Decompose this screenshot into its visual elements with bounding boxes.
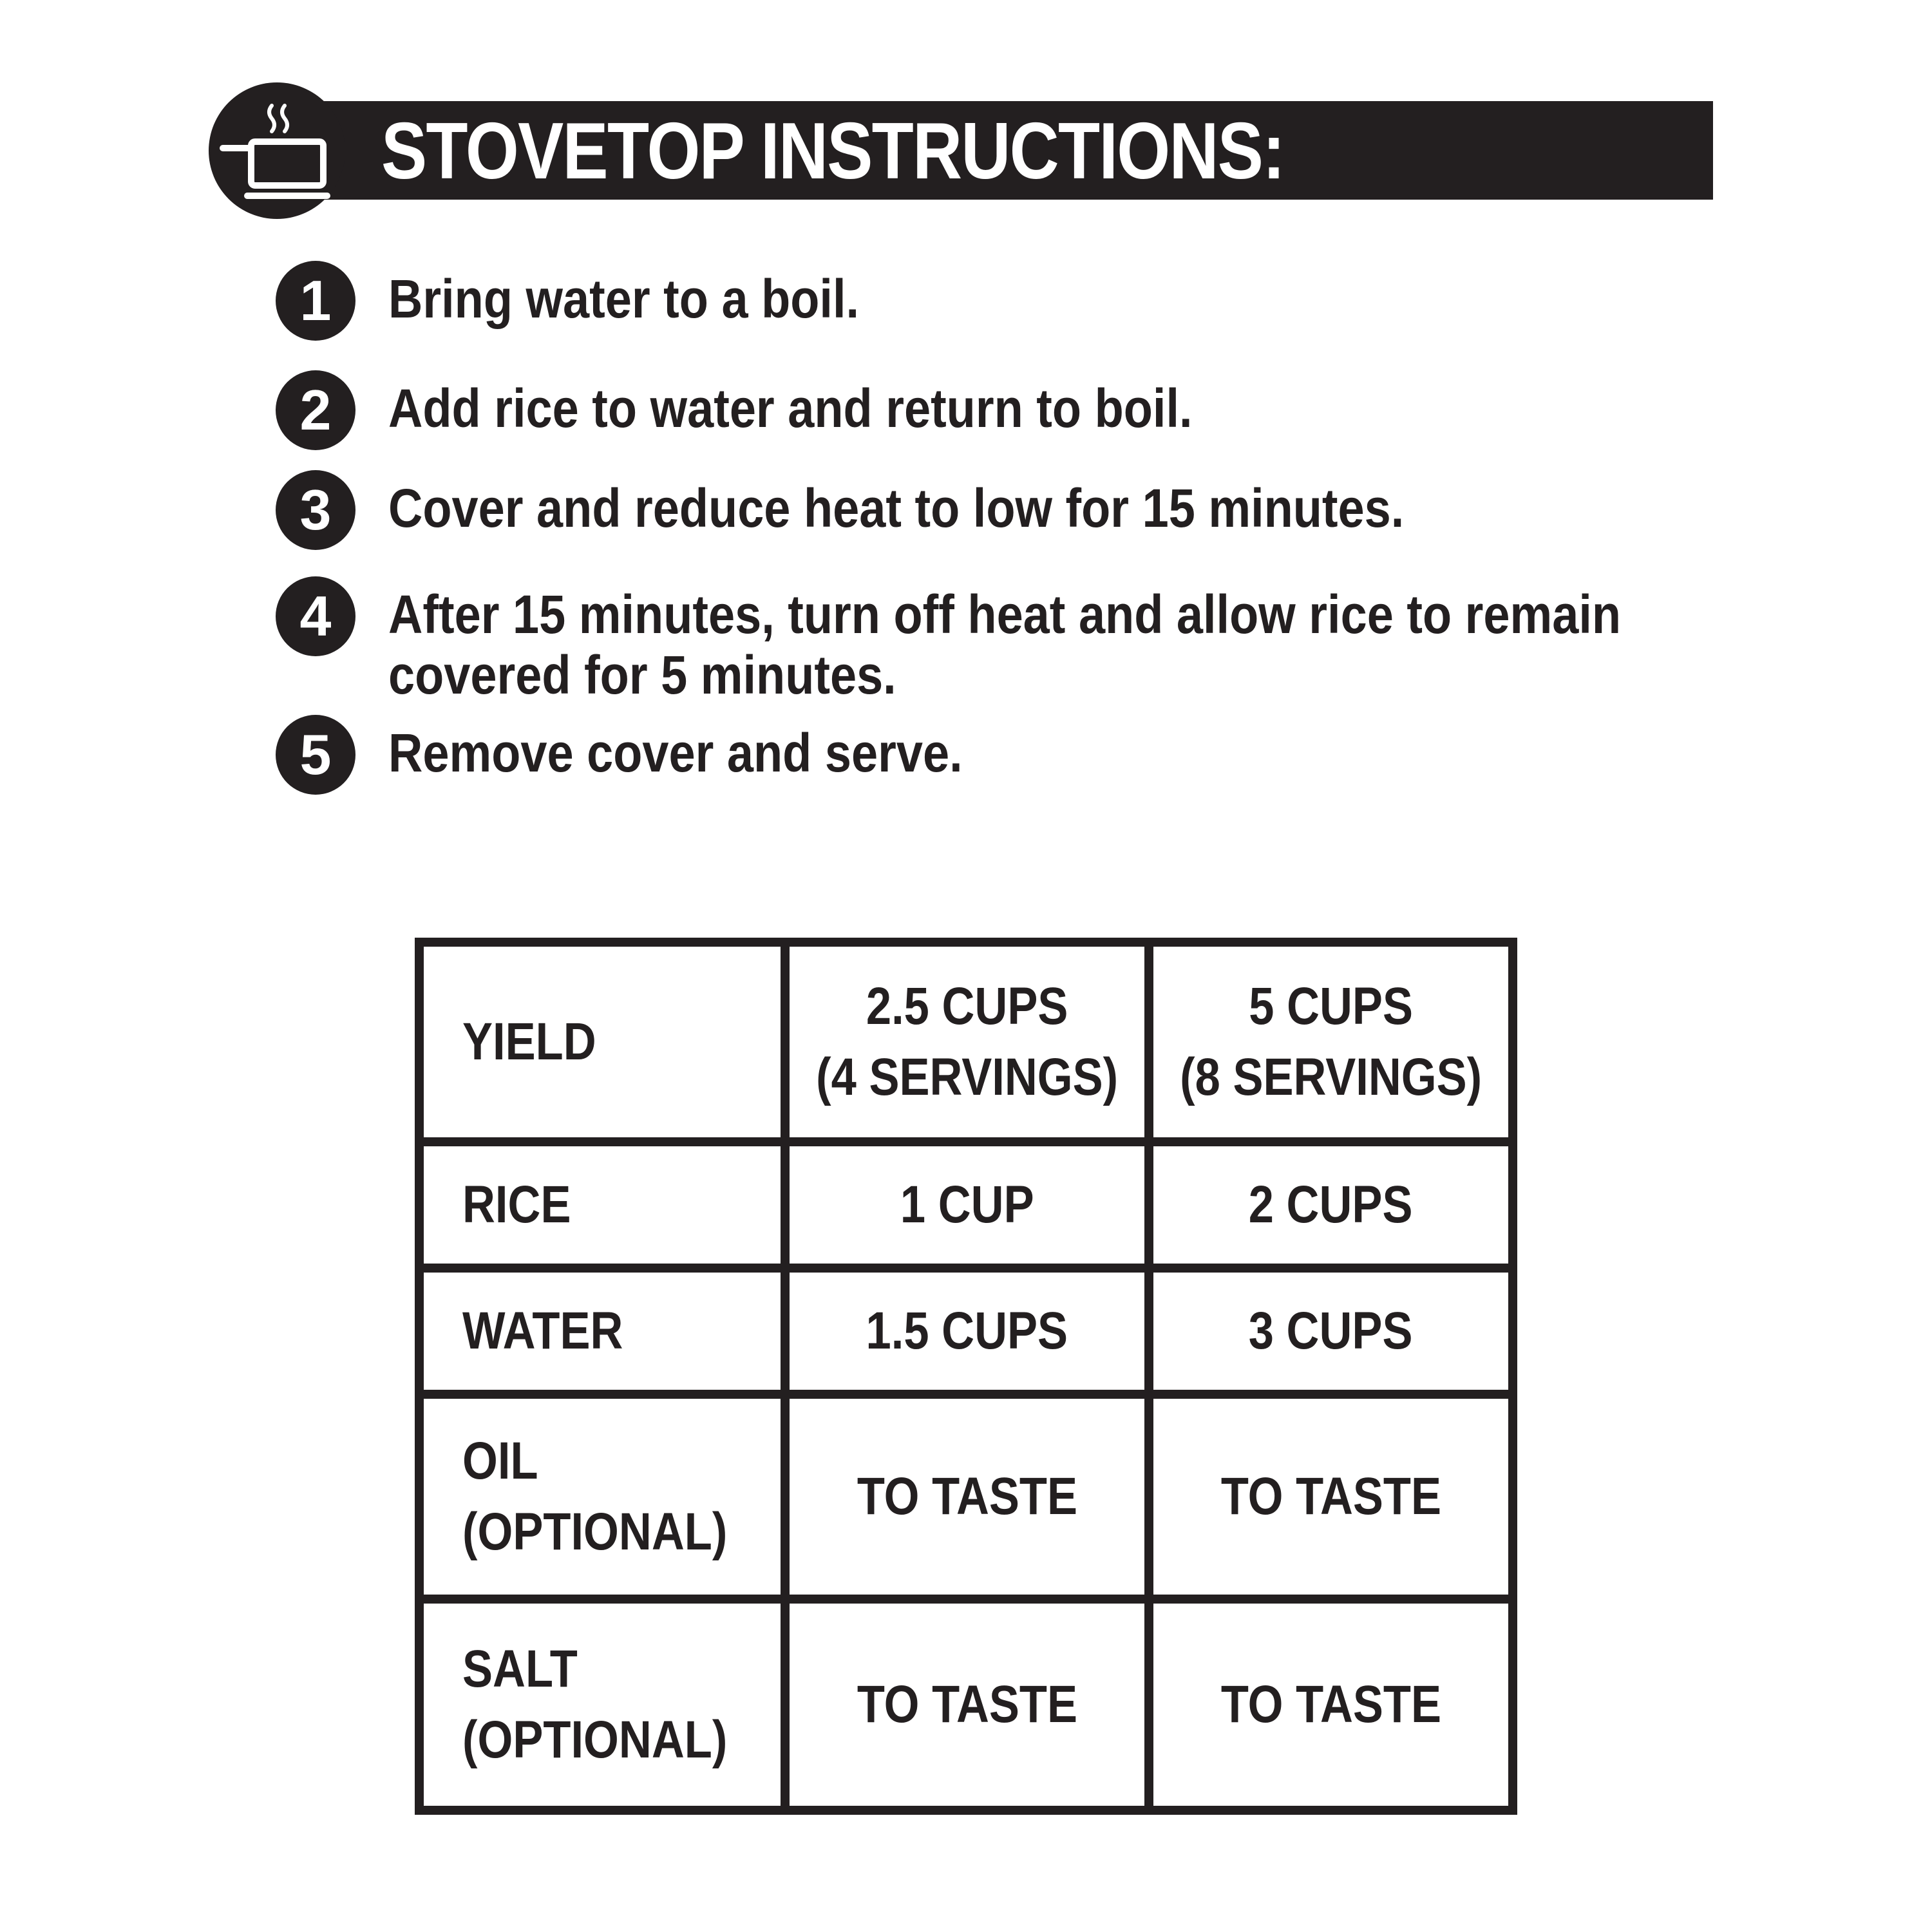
- table-cell: 5 CUPS (8 SERVINGS): [1149, 942, 1513, 1142]
- table-cell: TO TASTE: [1149, 1394, 1513, 1599]
- table-cell: 2.5 CUPS (4 SERVINGS): [785, 942, 1149, 1142]
- table-cell-label: SALT (OPTIONAL): [419, 1599, 785, 1810]
- yield-table-grid: [415, 938, 1517, 1815]
- step-number-badge: 1: [276, 261, 355, 341]
- table-cell: 2 CUPS: [1149, 1142, 1513, 1268]
- table-cell-label: YIELD: [419, 942, 785, 1142]
- table-cell-label: OIL (OPTIONAL): [419, 1394, 785, 1599]
- table-cell: 3 CUPS: [1149, 1268, 1513, 1394]
- step-text: Bring water to a boil.: [388, 269, 860, 329]
- table-cell-label: RICE: [419, 1142, 785, 1268]
- step-text: Cover and reduce heat to low for 15 minutes.: [388, 478, 1405, 538]
- table-row: [419, 1268, 1513, 1394]
- step-text: [388, 584, 1680, 705]
- table-cell: TO TASTE: [785, 1394, 1149, 1599]
- step-text: Add rice to water and return to boil.: [388, 378, 1193, 439]
- table-row: [419, 1394, 1513, 1599]
- table-cell: TO TASTE: [785, 1599, 1149, 1810]
- page-title: STOVETOP INSTRUCTIONS:: [381, 107, 1285, 196]
- table-cell: 1.5 CUPS: [785, 1268, 1149, 1394]
- step-text-line: After 15 minutes, turn off heat and allow rice to remain: [388, 584, 1622, 645]
- step-number-badge: 5: [276, 715, 355, 795]
- table-row: [419, 1599, 1513, 1810]
- table-row: [419, 1142, 1513, 1268]
- step-number-badge: 2: [276, 370, 355, 450]
- step-number-badge: 4: [276, 576, 355, 656]
- table-row: [419, 942, 1513, 1142]
- table-cell: 1 CUP: [785, 1142, 1149, 1268]
- step-text: Remove cover and serve.: [388, 723, 963, 783]
- table-cell: TO TASTE: [1149, 1599, 1513, 1810]
- step-text-line: covered for 5 minutes.: [388, 645, 896, 705]
- table-cell-label: WATER: [419, 1268, 785, 1394]
- yield-table: [415, 938, 1508, 1806]
- step-number-badge: 3: [276, 470, 355, 550]
- steaming-pot-icon: [209, 82, 345, 219]
